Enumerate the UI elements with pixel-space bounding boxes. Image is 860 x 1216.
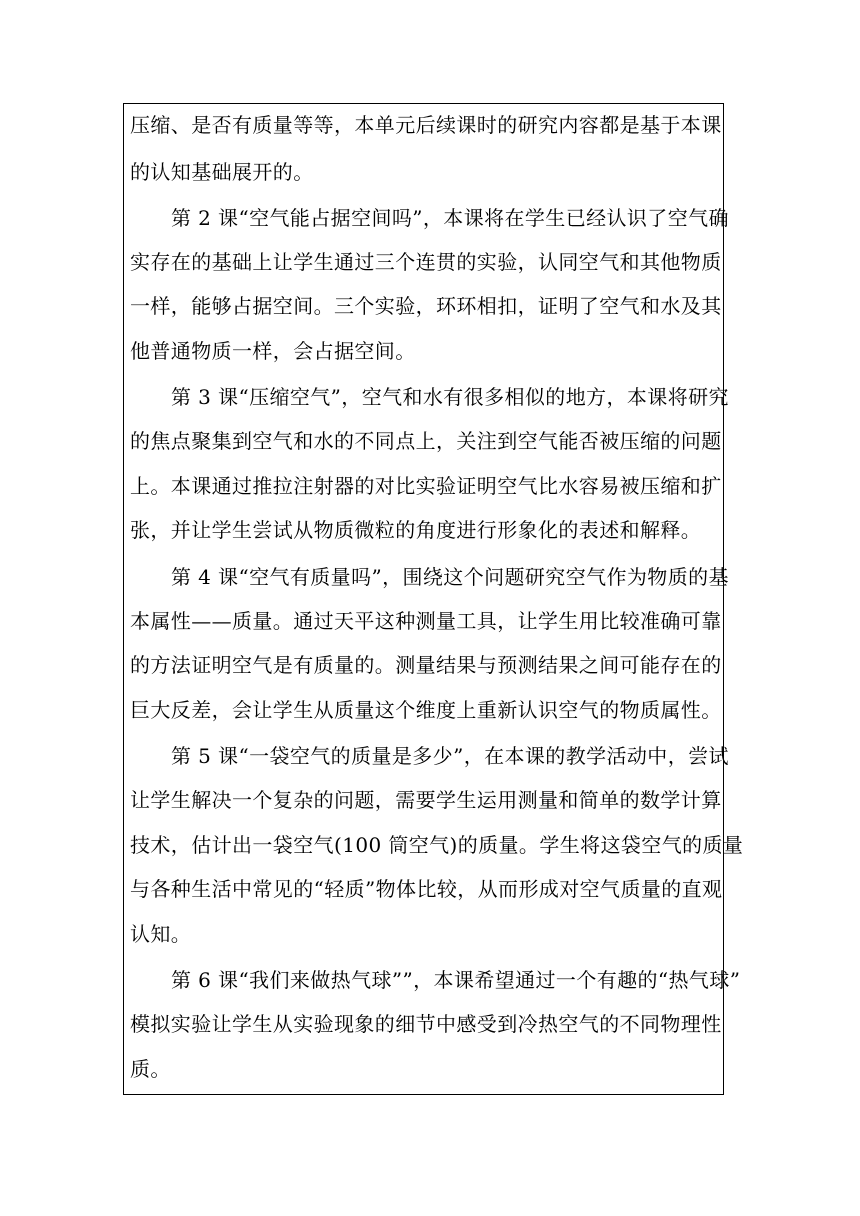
paragraph-line: 巨大反差，会让学生从质量这个维度上重新认识空气的物质属性。 — [130, 698, 722, 722]
paragraph-line: 本属性——质量。通过天平这种测量工具，让学生用比较准确可靠 — [130, 609, 722, 633]
paragraph-line: 的焦点聚集到空气和水的不同点上，关注到空气能否被压缩的问题 — [130, 429, 722, 453]
paragraph-line: 第 5 课“一袋空气的质量是多少”，在本课的教学活动中，尝试 — [171, 744, 729, 768]
paragraph-line: 压缩、是否有质量等等，本单元后续课时的研究内容都是基于本课 — [130, 113, 722, 137]
paragraph-line: 第 6 课“我们来做热气球””，本课希望通过一个有趣的“热气球” — [171, 968, 741, 992]
paragraph-line: 模拟实验让学生从实验现象的细节中感受到冷热空气的不同物理性 — [130, 1012, 722, 1036]
paragraph-line: 第 2 课“空气能占据空间吗”，本课将在学生已经认识了空气确 — [171, 206, 729, 230]
paragraph-line: 让学生解决一个复杂的问题，需要学生运用测量和简单的数学计算 — [130, 788, 722, 812]
paragraph-line: 的方法证明空气是有质量的。测量结果与预测结果之间可能存在的 — [130, 653, 722, 677]
paragraph-line: 与各种生活中常见的“轻质”物体比较，从而形成对空气质量的直观 — [130, 877, 723, 901]
paragraph-line: 质。 — [130, 1057, 171, 1081]
paragraph-line: 上。本课通过推拉注射器的对比实验证明空气比水容易被压缩和扩 — [130, 474, 722, 498]
paragraph-line: 技术，估计出一袋空气(100 筒空气)的质量。学生将这袋空气的质量 — [130, 833, 744, 857]
paragraph-line: 张，并让学生尝试从物质微粒的角度进行形象化的表述和解释。 — [130, 518, 702, 542]
paragraph-line: 实存在的基础上让学生通过三个连贯的实验，认同空气和其他物质 — [130, 250, 722, 274]
paragraph-line: 第 3 课“压缩空气”，空气和水有很多相似的地方，本课将研究 — [171, 385, 729, 409]
paragraph-line: 一样，能够占据空间。三个实验，环环相扣，证明了空气和水及其 — [130, 294, 722, 318]
paragraph-line: 第 4 课“空气有质量吗”，围绕这个问题研究空气作为物质的基 — [171, 565, 729, 589]
paragraph-line: 他普通物质一样，会占据空间。 — [130, 339, 416, 363]
paragraph-line: 的认知基础展开的。 — [130, 160, 314, 184]
paragraph-line: 认知。 — [130, 922, 192, 946]
